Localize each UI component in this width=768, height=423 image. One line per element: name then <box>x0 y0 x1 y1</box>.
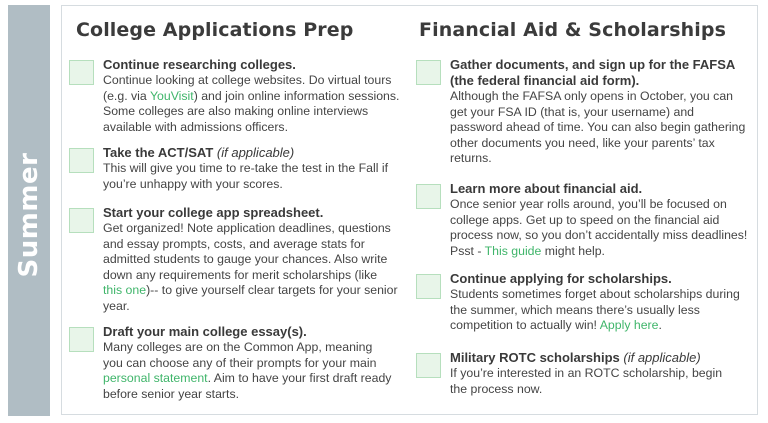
apply-here-link[interactable]: Apply here <box>599 318 659 332</box>
item-body-cont: . <box>658 318 662 332</box>
column-title: College Applications Prep <box>76 19 354 41</box>
item-body: Continue looking at college websites. Do virtual tours (e.g. via <box>103 73 392 103</box>
item-title: Military ROTC scholarships <box>450 350 620 365</box>
item-title: Gather documents, and sign up for the FAFSA (the federal financial aid form). <box>450 57 735 88</box>
item-title: Continue applying for scholarships. <box>450 271 672 286</box>
checkbox[interactable] <box>69 208 94 233</box>
item-body: Once senior year rolls around, you’ll be focused on college apps. Get up to speed on the financial aid process now, so you don’t accidentally miss deadlines! Psst - <box>450 197 748 258</box>
season-label: Summer <box>14 152 44 278</box>
checkbox[interactable] <box>69 60 94 85</box>
item-body-cont: . Aim to have your first draft ready before senior year starts. <box>103 371 392 401</box>
item-body: Many colleges are on the Common App, meaning you can choose any of their prompts for your main <box>103 340 377 370</box>
item-body: Although the FAFSA only opens in October, you can get your FSA ID (that is, your username) and password ahead of time. You can also begin gathering other documents you need, like your parents’ tax returns. <box>450 89 746 165</box>
item-body-cont: ) and join online information sessions. Some colleges are also making online interviews available with admissions officers. <box>103 88 400 134</box>
item-body: If you’re interested in an ROTC scholarship, begin the process now. <box>450 366 723 396</box>
item-title: Learn more about financial aid. <box>450 181 643 196</box>
personal-statement-link[interactable]: personal statement <box>103 371 208 385</box>
checkbox[interactable] <box>416 60 441 85</box>
checkbox[interactable] <box>69 327 94 352</box>
this-one-link[interactable]: this one <box>103 283 147 297</box>
column-title: Financial Aid & Scholarships <box>419 19 726 41</box>
this-guide-link[interactable]: This guide <box>484 243 542 258</box>
item-body: Students sometimes forget about scholarships during the summer, which means there’s usually less competition to actually win! <box>450 287 740 332</box>
checkbox[interactable] <box>416 274 441 299</box>
item-title-note: (if applicable) <box>216 145 295 160</box>
item-body-cont: might help. <box>541 243 605 258</box>
checkbox[interactable] <box>416 184 441 209</box>
item-title-note: (if applicable) <box>623 350 701 365</box>
checklist-card <box>61 5 758 415</box>
checkbox[interactable] <box>69 148 94 173</box>
item-title: Start your college app spreadsheet. <box>103 205 324 220</box>
item-body-cont: )-- to give yourself clear targets for your senior year. <box>103 283 398 313</box>
youvisit-link[interactable]: YouVisit <box>149 88 194 103</box>
item-body: Get organized! Note application deadlines, questions and essay prompts, costs, and average stats for admitted students to gauge your chances. Also write down any requirements for merit scholarships (like <box>103 221 391 282</box>
season-sidebar <box>8 5 50 416</box>
item-title: Continue researching colleges. <box>103 57 296 72</box>
item-title: Draft your main college essay(s). <box>103 324 307 339</box>
checkbox[interactable] <box>416 353 441 378</box>
item-title: Take the ACT/SAT <box>103 145 214 160</box>
item-body: This will give you time to re-take the test in the Fall if you’re unhappy with your scores. <box>103 161 388 191</box>
